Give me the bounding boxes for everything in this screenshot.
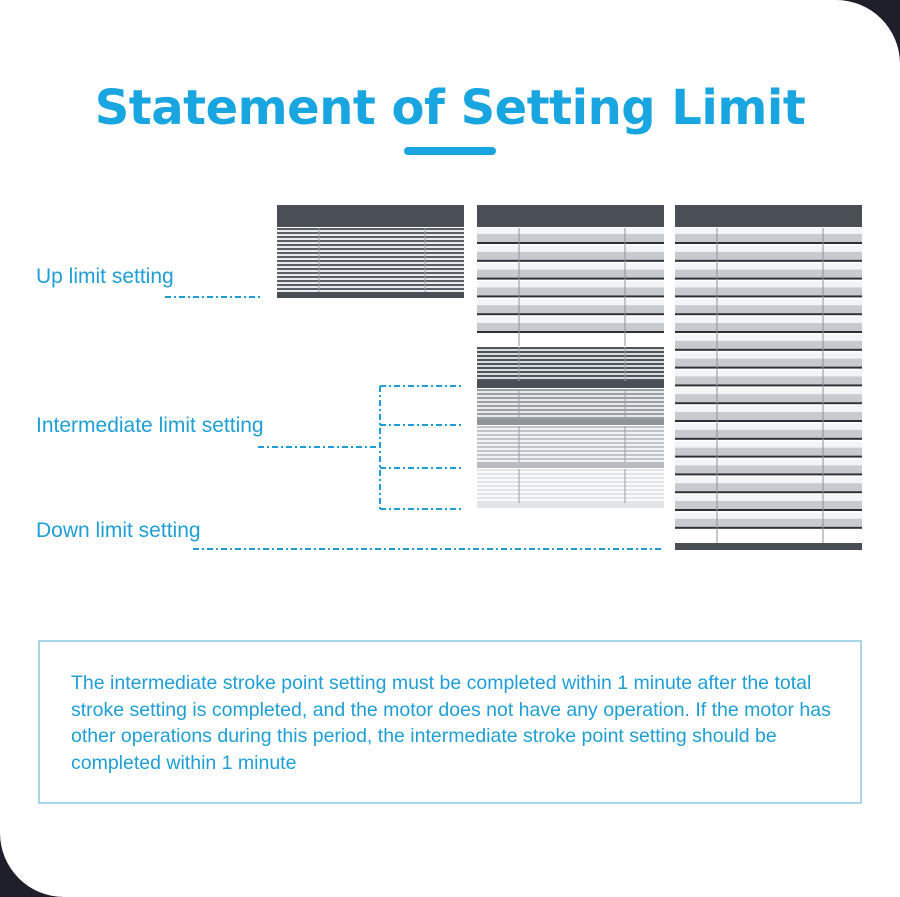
slat-face <box>675 335 862 341</box>
slat-face <box>675 483 862 491</box>
slat-face <box>675 370 862 376</box>
slat-face <box>477 299 664 305</box>
slat-face <box>675 252 862 260</box>
slat-face <box>675 430 862 438</box>
slat-edge <box>675 456 862 458</box>
slat <box>477 393 664 395</box>
slat <box>477 430 664 432</box>
blind-intermediate-limit <box>477 205 664 508</box>
slat-edge <box>675 295 862 297</box>
slat-edge <box>675 242 862 244</box>
slat-face <box>477 323 664 331</box>
note-text: The intermediate stroke point setting must be completed within 1 minute after the total stroke setting is completed, and the motor does not have any operation. If the motor has other operations during this period, the intermediate stroke point setting should be completed within 1 minute <box>71 672 831 774</box>
slat <box>477 359 664 361</box>
slat <box>477 417 664 419</box>
slat <box>477 367 664 369</box>
slat <box>277 280 464 282</box>
blind-down-limit <box>675 205 862 550</box>
slat-face <box>675 477 862 483</box>
slat <box>477 347 664 349</box>
slat-face <box>477 305 664 313</box>
slat-face <box>675 495 862 501</box>
slat-face <box>675 412 862 420</box>
slat <box>477 401 664 403</box>
slat-face <box>675 501 862 509</box>
slat-edge <box>675 527 862 529</box>
slat-face <box>477 281 664 287</box>
slat-face <box>675 281 862 287</box>
slat <box>477 469 664 471</box>
slat <box>277 248 464 250</box>
slat-edge <box>675 402 862 404</box>
slat <box>277 244 464 246</box>
slat-face <box>477 228 664 234</box>
slat-face <box>477 252 664 260</box>
slat <box>277 232 464 234</box>
slat <box>477 351 664 353</box>
slat <box>477 454 664 456</box>
slat <box>277 252 464 254</box>
slat-edge <box>477 295 664 297</box>
slat <box>477 489 664 491</box>
note-box <box>38 640 862 804</box>
slat-face <box>675 287 862 295</box>
slat-face <box>675 270 862 278</box>
slat <box>477 458 664 460</box>
slat <box>477 397 664 399</box>
slat-face <box>675 388 862 394</box>
page-title: Statement of Setting Limit <box>94 80 806 136</box>
slat <box>477 409 664 411</box>
slat-edge <box>675 438 862 440</box>
slat <box>477 497 664 499</box>
slat-face <box>477 287 664 295</box>
slat <box>277 256 464 258</box>
slat <box>477 363 664 365</box>
slat-face <box>675 264 862 270</box>
slat <box>477 473 664 475</box>
slat <box>277 240 464 242</box>
slat <box>477 493 664 495</box>
slat-face <box>477 246 664 252</box>
slat-face <box>477 264 664 270</box>
slat-edge <box>675 420 862 422</box>
slat-edge <box>675 260 862 262</box>
slat-edge <box>675 313 862 315</box>
slat-edge <box>477 313 664 315</box>
slat <box>477 450 664 452</box>
slat <box>277 264 464 266</box>
slat-face <box>675 442 862 448</box>
slat <box>277 236 464 238</box>
slat-face <box>675 341 862 349</box>
up-limit-label: Up limit setting <box>36 265 174 288</box>
slat <box>477 477 664 479</box>
slat-face <box>477 317 664 323</box>
slat <box>477 426 664 428</box>
slat-edge <box>477 260 664 262</box>
slat <box>477 371 664 373</box>
slat <box>477 446 664 448</box>
slat-edge <box>675 384 862 386</box>
slat-edge <box>477 331 664 333</box>
down-limit-label: Down limit setting <box>36 519 201 542</box>
slat-face <box>675 513 862 519</box>
slat-face <box>675 353 862 359</box>
slat <box>277 284 464 286</box>
slat-face <box>675 465 862 473</box>
slat-face <box>675 376 862 384</box>
intermediate-limit-label: Intermediate limit setting <box>36 414 264 437</box>
slat-face <box>675 406 862 412</box>
slat-face <box>675 305 862 313</box>
slat-face <box>477 270 664 278</box>
slat-face <box>675 234 862 242</box>
slat <box>477 485 664 487</box>
slat <box>277 260 464 262</box>
slat-face <box>675 323 862 331</box>
slat <box>277 272 464 274</box>
slat <box>477 405 664 407</box>
slat <box>477 438 664 440</box>
slat-face <box>675 228 862 234</box>
slat <box>477 442 664 444</box>
slat <box>277 276 464 278</box>
slat-edge <box>477 278 664 280</box>
slat-edge <box>675 491 862 493</box>
slat-edge <box>675 331 862 333</box>
slat-edge <box>675 509 862 511</box>
slat-edge <box>675 473 862 475</box>
slat-face <box>675 424 862 430</box>
slat-face <box>675 448 862 456</box>
slat-face <box>675 394 862 402</box>
slat <box>477 501 664 503</box>
slat <box>277 228 464 230</box>
slat-face <box>675 519 862 527</box>
slat <box>277 288 464 290</box>
slat <box>277 268 464 270</box>
slat-face <box>477 234 664 242</box>
slat <box>477 434 664 436</box>
slat-face <box>675 246 862 252</box>
slat-face <box>675 359 862 367</box>
slat-face <box>675 459 862 465</box>
slat-face <box>675 317 862 323</box>
slat-edge <box>675 349 862 351</box>
slat <box>477 413 664 415</box>
slat <box>477 355 664 357</box>
blind-up-limit <box>277 205 464 298</box>
slat-edge <box>675 367 862 369</box>
slat <box>477 375 664 377</box>
slat-edge <box>477 242 664 244</box>
slat <box>477 379 664 381</box>
slat <box>477 481 664 483</box>
slat-edge <box>675 278 862 280</box>
slat-face <box>675 299 862 305</box>
slat <box>477 389 664 391</box>
